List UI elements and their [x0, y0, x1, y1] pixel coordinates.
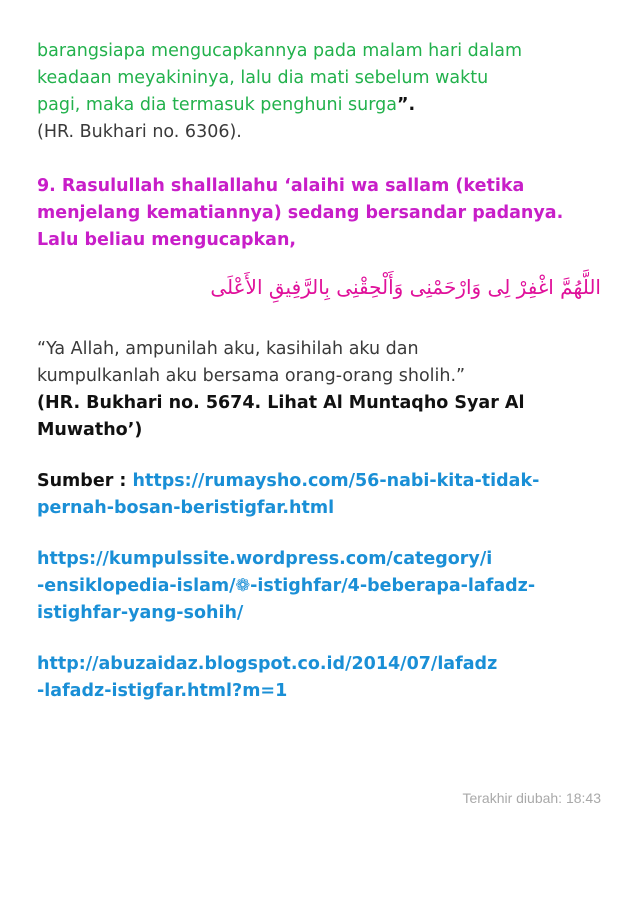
source-link-kumpulssite-cont[interactable]: -ensiklopedia-islam/❁-istighfar/4-beberapa-lafadz-: [37, 576, 536, 596]
text-line: barangsiapa mengucapkannya pada malam hari dalam: [37, 41, 523, 61]
hadith-translation-paragraph: [37, 38, 603, 146]
source-link-abuzaidaz-cont[interactable]: -lafadz-istigfar.html?m=1: [37, 681, 288, 701]
source-line: [37, 468, 603, 495]
heading-line: menjelang kematiannya) sedang bersandar padanya.: [37, 203, 564, 223]
citation-text: (HR. Bukhari no. 6306).: [37, 122, 242, 142]
source-link-rumaysho[interactable]: https://rumaysho.com/56-nabi-kita-tidak-: [132, 471, 540, 491]
heading-line: Lalu beliau mengucapkan,: [37, 230, 297, 250]
last-modified-timestamp: Terakhir diubah: 18:43: [462, 790, 601, 806]
closing-quote: ”.: [396, 95, 416, 115]
citation-line: (HR. Bukhari no. 5674. Lihat Al Muntaqho Syar Al: [37, 393, 525, 413]
heading-line: 9. Rasulullah shallallahu ‘alaihi wa sallam (ketika: [37, 176, 525, 196]
source-label: Sumber :: [37, 471, 133, 491]
source-link-abuzaidaz[interactable]: http://abuzaidaz.blogspot.co.id/2014/07/lafadz: [37, 654, 498, 674]
source-link-kumpulssite-cont[interactable]: istighfar-yang-sohih/: [37, 603, 244, 623]
source-link-kumpulssite[interactable]: https://kumpulssite.wordpress.com/category/i: [37, 549, 493, 569]
translation-line: kumpulkanlah aku bersama orang-orang sholih.”: [37, 366, 466, 386]
document-body: [37, 38, 603, 705]
text-line: keadaan meyakininya, lalu dia mati sebelum waktu: [37, 68, 489, 88]
source-link-rumaysho-cont[interactable]: pernah-bosan-beristigfar.html: [37, 498, 335, 518]
source-references: [37, 468, 603, 705]
text-fragment: pagi, maka dia termasuk penghuni surga: [37, 95, 397, 115]
arabic-dua-text: اللَّهُمَّ اغْفِرْ لِى وَارْحَمْنِى وَأَلْحِقْنِى بِالرَّفِيقِ الأَعْلَى: [210, 275, 601, 299]
text-line: [37, 92, 603, 119]
translation-line: “Ya Allah, ampunilah aku, kasihilah aku dan: [37, 339, 419, 359]
citation-line: Muwatho’): [37, 420, 143, 440]
dua-translation: [37, 336, 603, 444]
section-heading-9: [37, 173, 603, 254]
